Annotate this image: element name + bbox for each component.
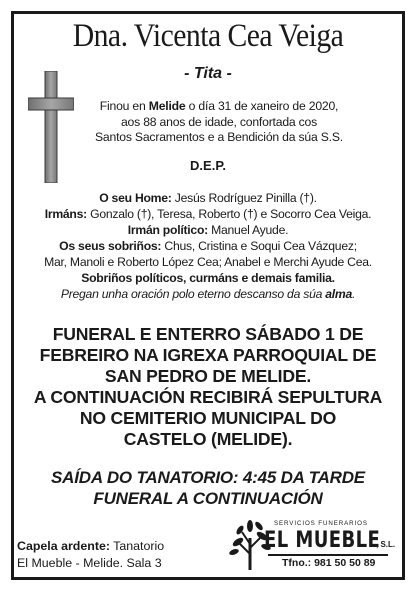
tanatorio-line: SAÍDA DO TANATORIO: 4:45 DA TARDE [51, 468, 365, 487]
place-of-death: Melide [148, 99, 186, 113]
logo-suffix: , S.L. [376, 540, 396, 549]
family-list [18, 190, 398, 302]
funeral-details [14, 324, 402, 450]
funeral-line: SAN PEDRO DE MELIDE. [104, 366, 312, 386]
obituary-notice [11, 11, 405, 580]
funeral-line: FUNERAL E ENTERRO SÁBADO 1 DE [52, 324, 364, 344]
funeral-line: NO CEMITERIO MUNICIPAL DO [79, 408, 337, 428]
rip-text: D.E.P. [190, 158, 226, 173]
intro-line-2: aos 88 anos de idade, confortada cos [120, 114, 318, 129]
intro-line-1: Finou en Melide o día 31 de xaneiro de 2020, [99, 99, 339, 113]
family-nephews-cont: Mar, Manoli e Roberto López Cea; Anabel e Merchi Ayude Cea. [44, 255, 372, 269]
chapel-info [17, 538, 164, 572]
family-nephews: Os seus sobriños: Chus, Cristina e Soqui Cea Vázquez; [59, 239, 357, 253]
death-announcement [94, 99, 344, 146]
nickname: - Tita - [184, 65, 232, 82]
intro-line-3: Santos Sacramentos e a Bendición da súa S.S. [95, 130, 343, 144]
logo-tagline: SERVICIOS FUNERARIOS [274, 520, 368, 527]
chapel-line-2: El Mueble - Melide. Sala 3 [17, 556, 162, 570]
tanatorio-line: FUNERAL A CONTINUACIÓN [93, 489, 323, 508]
chapel-line-1: Capela ardente: Tanatorio [17, 539, 165, 553]
funeral-line: FEBREIRO NA IGREXA PARROQUIAL DE [39, 345, 377, 365]
family-others: Sobriños políticos, curmáns e demais familia. [81, 271, 335, 285]
tanatorio-departure [14, 467, 402, 509]
logo-phone: Tfno.: 981 50 50 89 [282, 557, 376, 569]
prayer-line: Pregan unha oración polo eterno descanso da súa alma. [60, 287, 356, 301]
deceased-name: Dna. Vicenta Cea Veiga [72, 18, 344, 54]
funeral-home-logo [228, 514, 405, 578]
funeral-line: CASTELO (MELIDE). [123, 429, 293, 449]
family-home: O seu Home: Jesús Rodríguez Pinilla (†). [99, 191, 317, 205]
family-brother-in-law: Irmán político: Manuel Ayude. [127, 223, 289, 237]
logo-name: EL MUEBLE [264, 528, 381, 553]
logo-divider [268, 554, 388, 556]
funeral-line: A CONTINUACIÓN RECIBIRÁ SEPULTURA [33, 387, 383, 407]
family-siblings: Irmáns: Gonzalo (†), Teresa, Roberto (†) e Socorro Cea Veiga. [44, 207, 372, 221]
